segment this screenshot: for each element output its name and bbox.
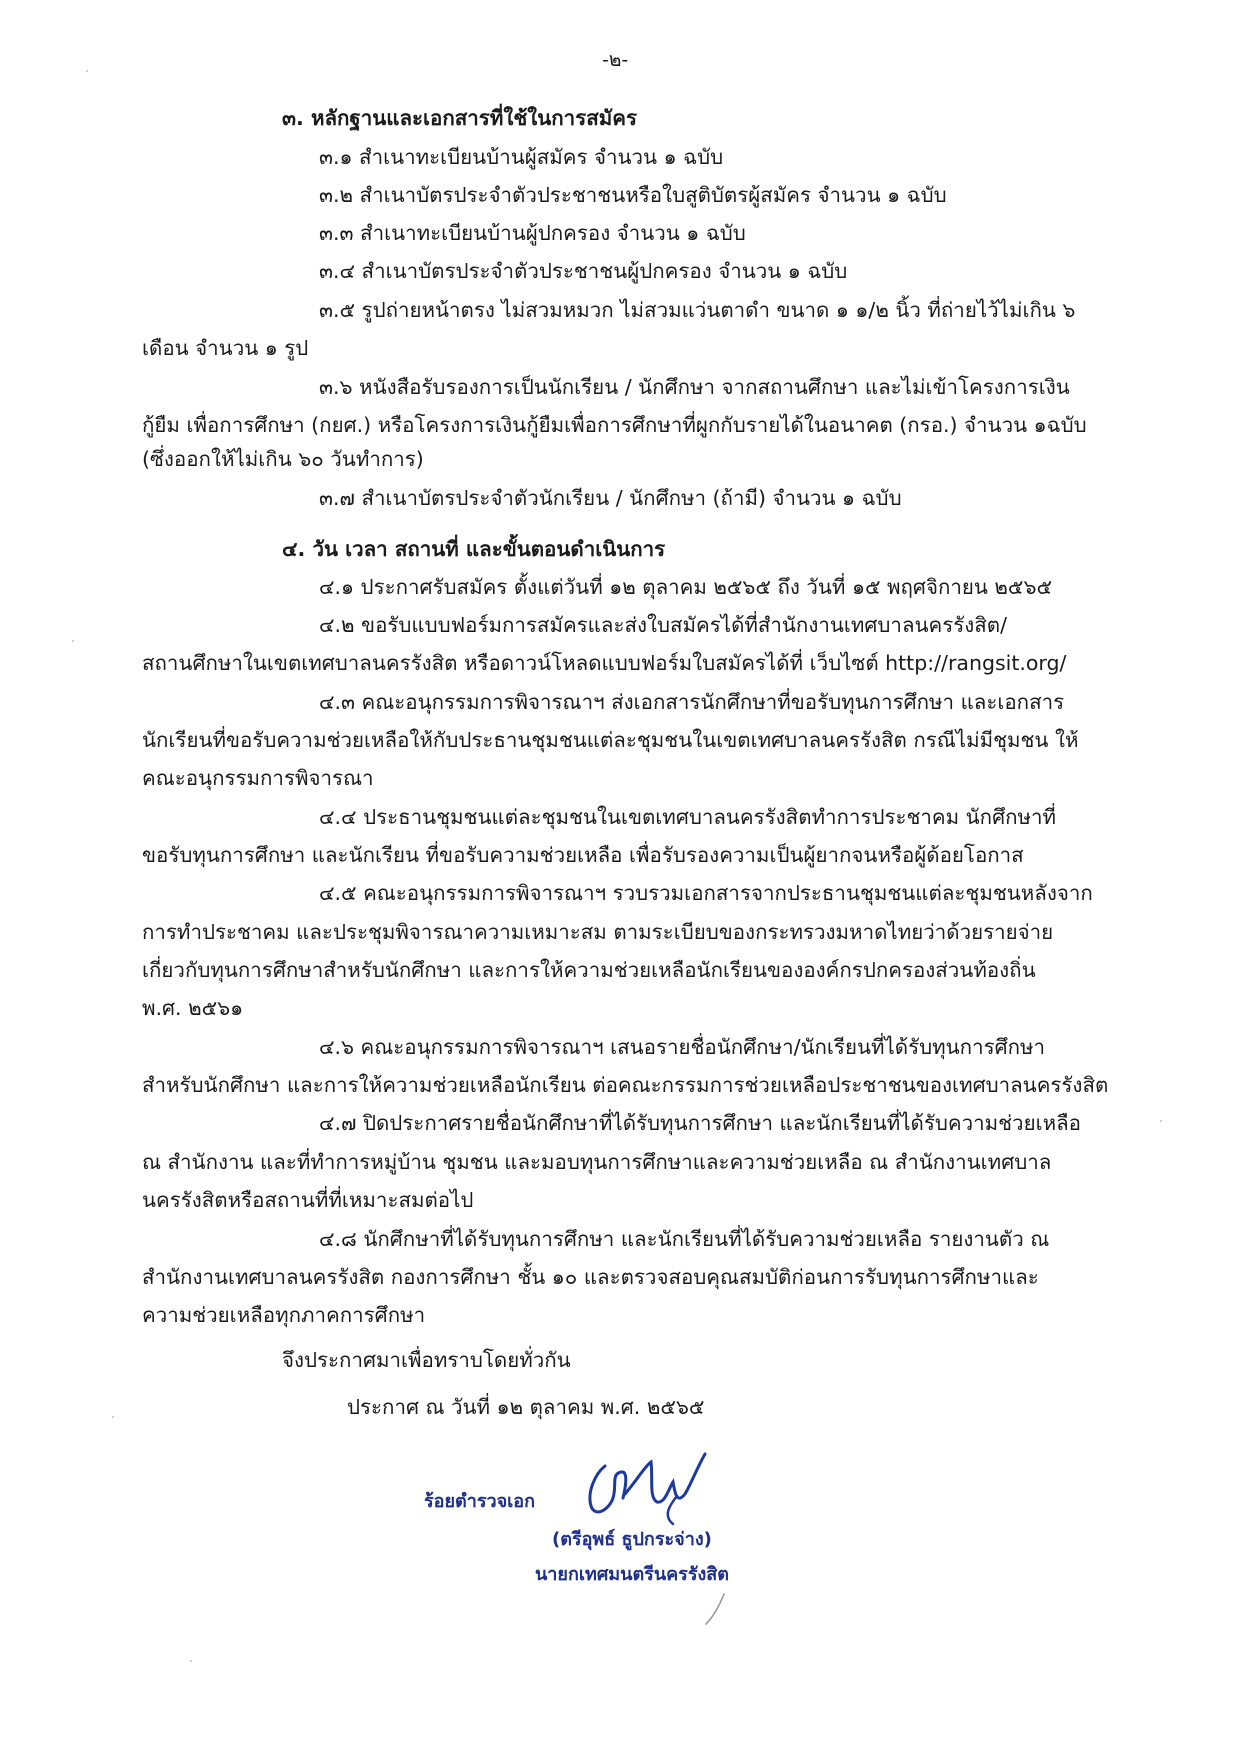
section-3-item: (ซึ่งออกให้ไม่เกิน ๖๐ วันทำการ) [142, 447, 424, 471]
scan-speck [72, 640, 74, 642]
section-4-line: เกี่ยวกับทุนการศึกษาสำหรับนักศึกษา และการให้ความช่วยเหลือนักเรียนขององค์กรปกครองส่วนท้องถิ่น [142, 958, 1036, 982]
section-4-line: ๔.๖ คณะอนุกรรมการพิจารณาฯ เสนอรายชื่อนักศึกษา/นักเรียนที่ได้รับทุนการศึกษา [319, 1035, 1046, 1059]
section-4-line: ขอรับทุนการศึกษา และนักเรียน ที่ขอรับความช่วยเหลือ เพื่อรับรองความเป็นผู้ยากจนหรือผู้ด้อยโอกาส [142, 843, 1024, 867]
section-4-line: ๔.๓ คณะอนุกรรมการพิจารณาฯ ส่งเอกสารนักศึกษาที่ขอรับทุนการศึกษา และเอกสาร [319, 690, 1065, 714]
section-3-item: ๓.๒ สำเนาบัตรประจำตัวประชาชนหรือใบสูติบัตรผู้สมัคร จำนวน ๑ ฉบับ [319, 183, 947, 207]
section-4-line: พ.ศ. ๒๕๖๑ [142, 996, 244, 1020]
section-4-line: สถานศึกษาในเขตเทศบาลนครรังสิต หรือดาวน์โหลดแบบฟอร์มใบสมัครได้ที่ เว็บไซต์ http://rangsit.org/ [142, 651, 1067, 675]
section-4-line: สำหรับนักศึกษา และการให้ความช่วยเหลือนักเรียน ต่อคณะกรรมการช่วยเหลือประชาชนของเทศบาลนครรังสิต [142, 1073, 1109, 1097]
section-3-heading: ๓. หลักฐานและเอกสารที่ใช้ในการสมัคร [282, 106, 637, 130]
section-4-line: ๔.๒ ขอรับแบบฟอร์มการสมัครและส่งใบสมัครได้ที่สำนักงานเทศบาลนครรังสิต/ [319, 613, 1007, 637]
section-4-line: ๔.๘ นักศึกษาที่ได้รับทุนการศึกษา และนักเรียนที่ได้รับความช่วยเหลือ รายงานตัว ณ [319, 1227, 1050, 1251]
section-4-line: ๔.๑ ประกาศรับสมัคร ตั้งแต่วันที่ ๑๒ ตุลาคม ๒๕๖๕ ถึง วันที่ ๑๕ พฤศจิกายน ๒๕๖๕ [319, 575, 1052, 599]
handwritten-signature [565, 1444, 715, 1530]
section-3-item: เดือน จำนวน ๑ รูป [142, 336, 309, 360]
announcement-date: ประกาศ ณ วันที่ ๑๒ ตุลาคม พ.ศ. ๒๕๖๕ [347, 1395, 705, 1419]
section-4-heading: ๔. วัน เวลา สถานที่ และขั้นตอนดำเนินการ [282, 537, 666, 561]
section-3-item: ๓.๔ สำเนาบัตรประจำตัวประชาชนผู้ปกครอง จำนวน ๑ ฉบับ [319, 259, 848, 283]
section-3-item: ๓.๖ หนังสือรับรองการเป็นนักเรียน / นักศึกษา จากสถานศึกษา และไม่เข้าโครงการเงิน [319, 375, 1070, 399]
section-4-line: ๔.๗ ปิดประกาศรายชื่อนักศึกษาที่ได้รับทุนการศึกษา และนักเรียนที่ได้รับความช่วยเหลือ [319, 1111, 1081, 1135]
page-number: -๒- [602, 49, 629, 71]
section-3-item: ๓.๗ สำเนาบัตรประจำตัวนักเรียน / นักศึกษา (ถ้ามี) จำนวน ๑ ฉบับ [319, 486, 902, 510]
section-4-line: ๔.๔ ประธานชุมชนแต่ละชุมชนในเขตเทศบาลนครรังสิตทำการประชาคม นักศึกษาที่ [319, 805, 1057, 829]
section-3-item: ๓.๓ สำเนาทะเบียนบ้านผู้ปกครอง จำนวน ๑ ฉบับ [319, 221, 746, 245]
section-4-line: นครรังสิตหรือสถานที่ที่เหมาะสมต่อไป [142, 1188, 474, 1212]
section-3-item: ๓.๑ สำเนาทะเบียนบ้านผู้สมัคร จำนวน ๑ ฉบับ [319, 145, 724, 169]
section-4-line: การทำประชาคม และประชุมพิจารณาความเหมาะสม ตามระเบียบของกระทรวงมหาดไทยว่าด้วยรายจ่าย [142, 920, 1054, 944]
section-3-item: กู้ยืม เพื่อการศึกษา (กยศ.) หรือโครงการเงินกู้ยืมเพื่อการศึกษาที่ผูกกับรายได้ในอนาคต (กรอ.) จำนวน ๑ฉบับ [142, 413, 1087, 437]
scan-speck [190, 1660, 192, 1662]
section-3-item: ๓.๕ รูปถ่ายหน้าตรง ไม่สวมหมวก ไม่สวมแว่นตาดำ ขนาด ๑ ๑/๒ นิ้ว ที่ถ่ายไว้ไม่เกิน ๖ [319, 298, 1076, 322]
section-4-line: ณ สำนักงาน และที่ทำการหมู่บ้าน ชุมชน และมอบทุนการศึกษาและความช่วยเหลือ ณ สำนักงานเทศบาล [142, 1150, 1052, 1174]
section-4-line: นักเรียนที่ขอรับความช่วยเหลือให้กับประธานชุมชนแต่ละชุมชนในเขตเทศบาลนครรังสิต กรณีไม่มีชุมชน ให้ [142, 728, 1079, 752]
scan-speck [112, 1416, 114, 1418]
closing-announcement: จึงประกาศมาเพื่อทราบโดยทั่วกัน [282, 1348, 571, 1372]
signer-position: นายกเทศมนตรีนครรังสิต [535, 1564, 729, 1585]
section-4-line: ความช่วยเหลือทุกภาคการศึกษา [142, 1303, 426, 1327]
pen-mark [700, 1590, 730, 1630]
scan-speck [1160, 1120, 1162, 1122]
section-4-line: คณะอนุกรรมการพิจารณา [142, 766, 374, 790]
signer-rank: ร้อยตำรวจเอก [424, 1491, 536, 1512]
section-4-line: ๔.๕ คณะอนุกรรมการพิจารณาฯ รวบรวมเอกสารจากประธานชุมชนแต่ละชุมชนหลังจาก [319, 881, 1093, 905]
signer-name: (ตรีอุพธ์ ธูปกระจ่าง) [552, 1529, 712, 1550]
section-4-line: สำนักงานเทศบาลนครรังสิต กองการศึกษา ชั้น ๑๐ และตรวจสอบคุณสมบัติก่อนการรับทุนการศึกษาและ [142, 1265, 1039, 1289]
scan-speck [86, 70, 88, 72]
